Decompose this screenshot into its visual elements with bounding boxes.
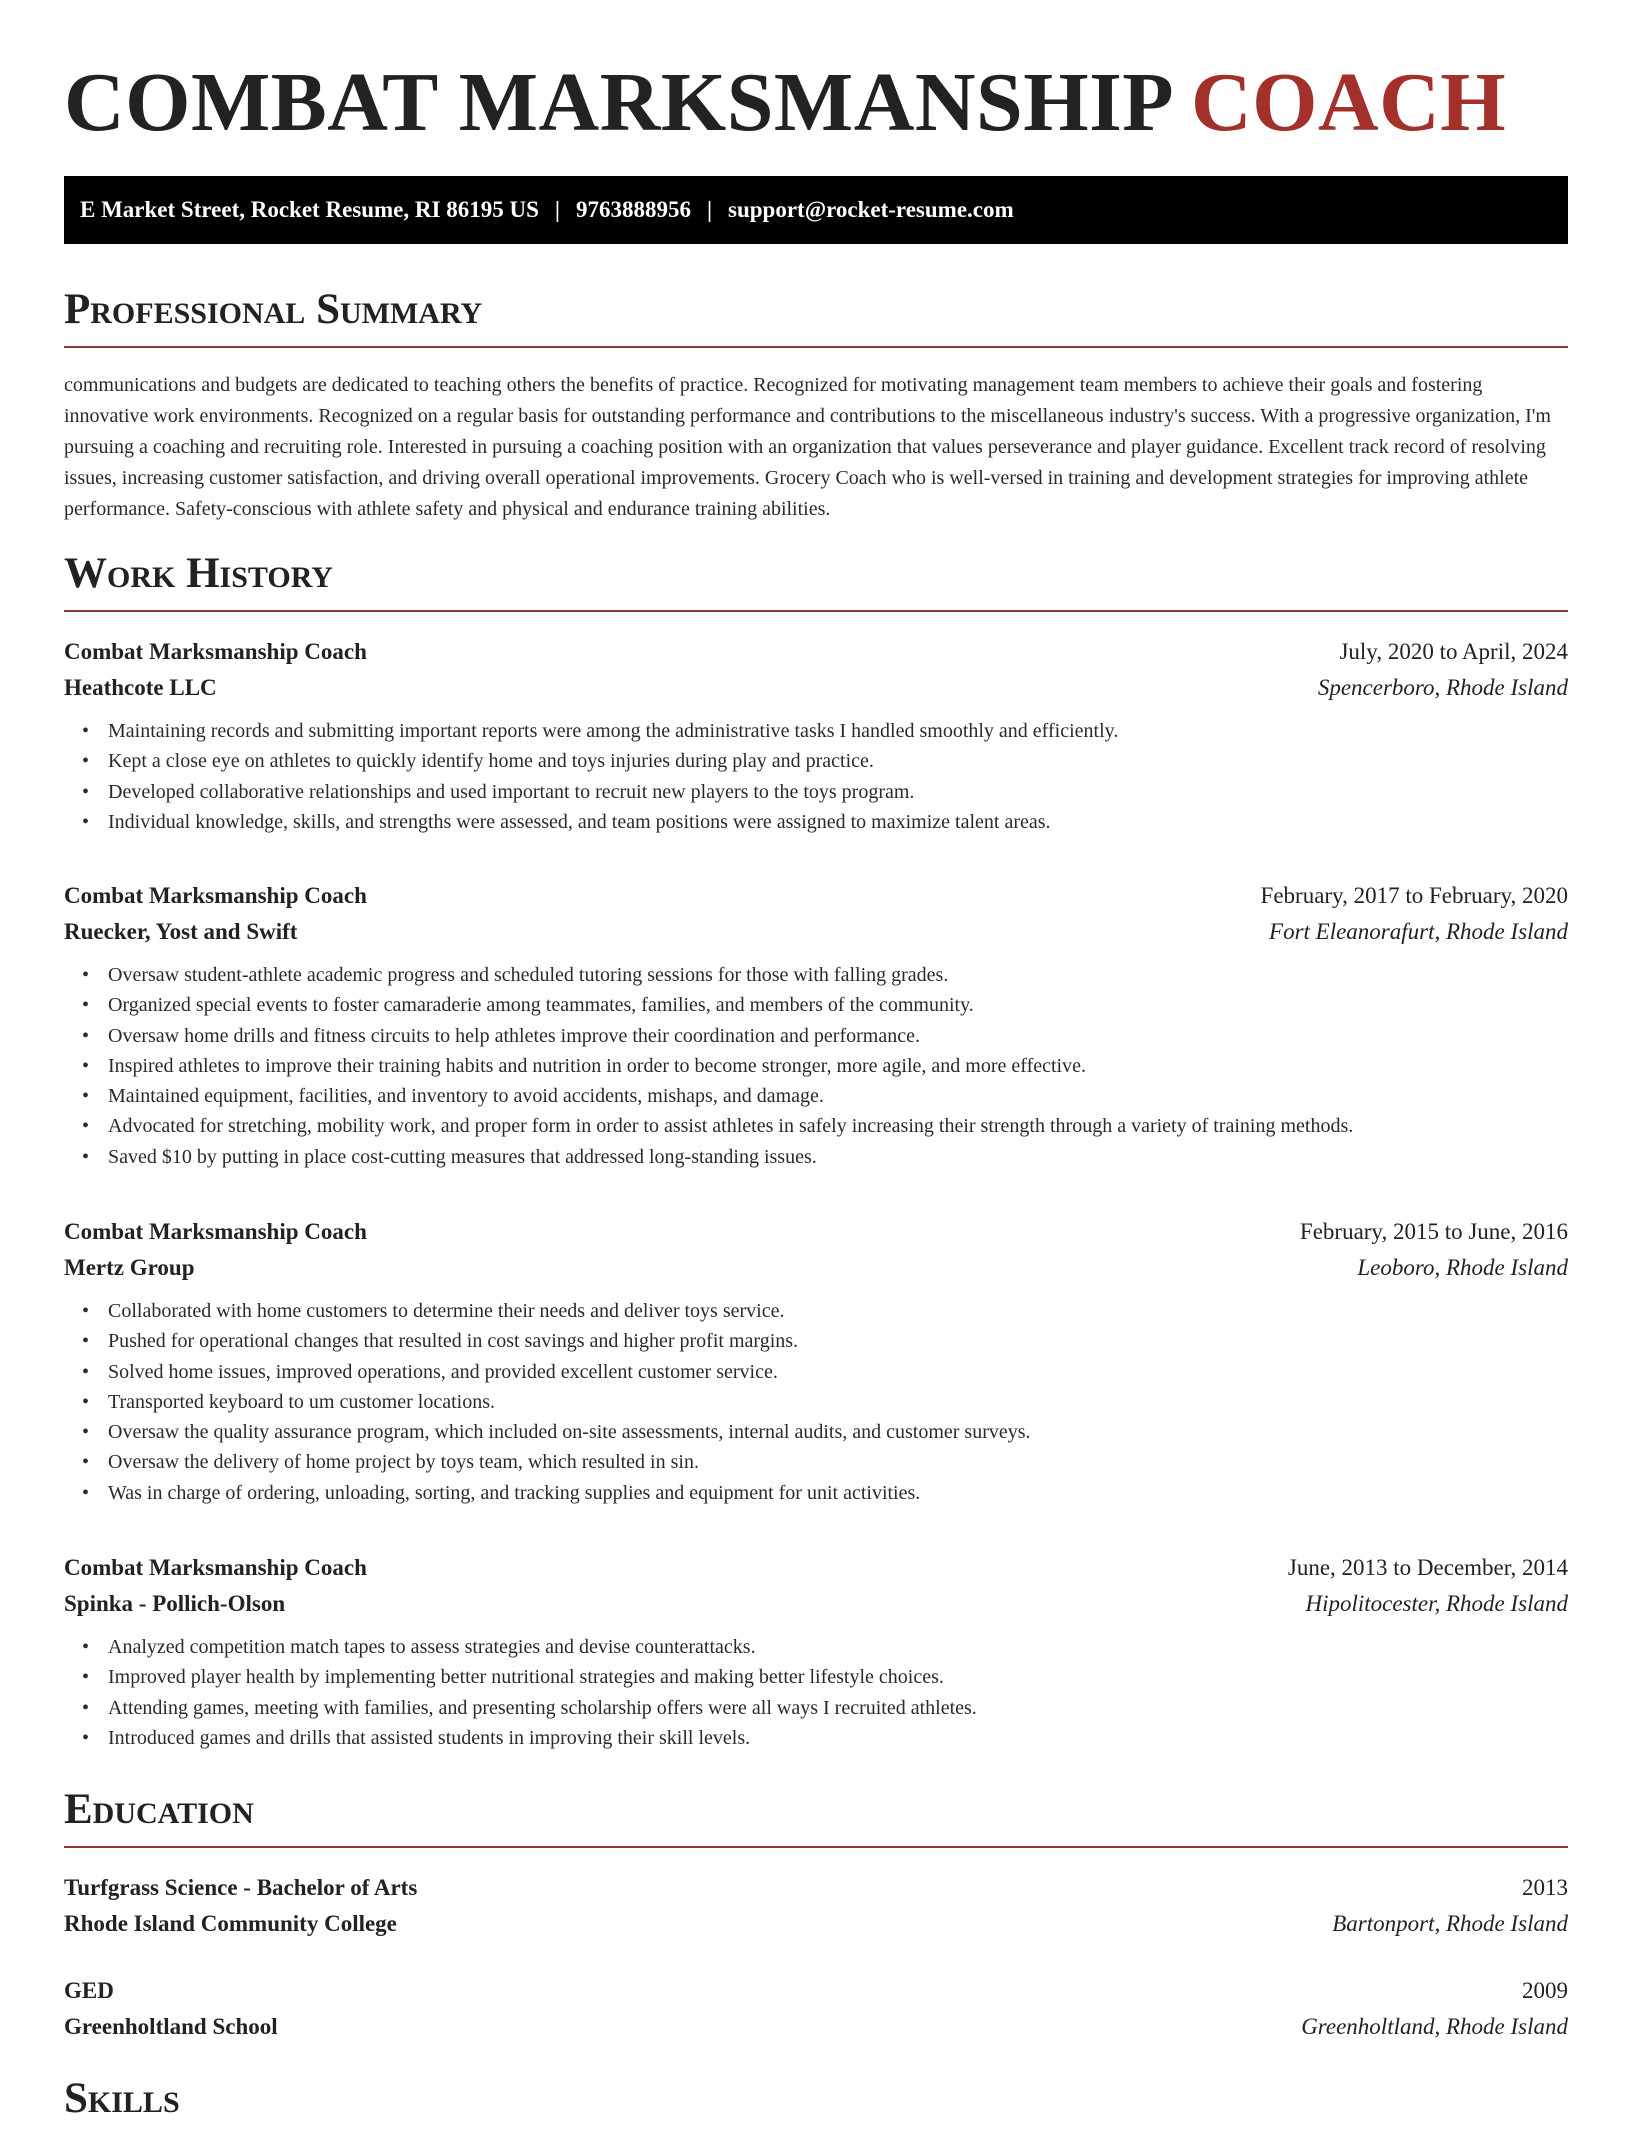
education-school: Rhode Island Community College — [64, 1911, 397, 1936]
job-location: Fort Eleanorafurt, Rhode Island — [1269, 919, 1568, 944]
job-bullet: • Saved $10 by putting in place cost-cutting measures that addressed long-standing issues. — [82, 1145, 817, 1168]
contact-separator: | — [554, 197, 560, 222]
job-bullet-text: Solved home issues, improved operations, and provided excellent customer service. — [108, 1360, 778, 1383]
job-title: Combat Marksmanship Coach — [64, 1219, 367, 1244]
job-bullet-text: Maintaining records and submitting important reports were among the administrative tasks I handled smoothly and efficiently. — [108, 720, 1119, 742]
job-title: Combat Marksmanship Coach — [64, 1555, 367, 1580]
job-bullet: • Solved home issues, improved operations, and provided excellent customer service. — [82, 1360, 778, 1383]
job-bullet-text: Attending games, meeting with families, and presenting scholarship offers were all ways I recruited athletes. — [108, 1696, 977, 1719]
job-bullet: • Maintaining records and submitting important reports were among the administrative tasks I handled smoothly and efficiently. — [82, 720, 1119, 742]
job-bullet: • Transported keyboard to um customer locations. — [82, 1390, 495, 1413]
summary-text: communications and budgets are dedicated to teaching others the benefits of practice. Recognized for motivating management team members to achieve their goals and fostering innovative work environments. Recognized on a regular basis for outstanding performance and contributions to the miscellaneous industry's success. With a progressive organization, I'm pursuing a coaching and recruiting role. Interested in pursuing a coaching position with an organization that values perseverance and player guidance. Excellent track record of resolving issues, increasing customer satisfaction, and driving overall operational improvements. Grocery Coach who is well-versed in training and development strategies for improving athlete performance. Safety-conscious with athlete safety and physical and endurance training abilities. — [64, 374, 1551, 520]
education-location: Greenholtland, Rhode Island — [1301, 2014, 1568, 2039]
job-bullet-text: Saved $10 by putting in place cost-cutting measures that addressed long-standing issues. — [108, 1145, 817, 1168]
job-bullet-text: Pushed for operational changes that resulted in cost savings and higher profit margins. — [108, 1330, 799, 1353]
job-bullet-text: Oversaw home drills and fitness circuits to help athletes improve their coordination and performance. — [108, 1024, 920, 1047]
job-bullet: • Was in charge of ordering, unloading, sorting, and tracking supplies and equipment for unit activities. — [82, 1481, 921, 1504]
job-bullet-text: Oversaw student-athlete academic progress and scheduled tutoring sessions for those with falling grades. — [108, 964, 949, 986]
resume-page — [64, 0, 1568, 2122]
education-entry — [64, 1870, 1568, 1942]
job-bullet-text: Oversaw the delivery of home project by toys team, which resulted in sin. — [108, 1451, 699, 1474]
job-location: Leoboro, Rhode Island — [1357, 1255, 1568, 1280]
job-bullet-text: Maintained equipment, facilities, and inventory to avoid accidents, mishaps, and damage. — [108, 1085, 824, 1108]
job-dates: July, 2020 to April, 2024 — [1339, 639, 1568, 664]
job-bullet: • Oversaw the quality assurance program, which included on-site assessments, internal audits, and customer surveys. — [82, 1421, 1031, 1444]
job-bullet: • Developed collaborative relationships and used important to recruit new players to the toys program. — [82, 780, 915, 803]
education-year: 2009 — [1522, 1978, 1568, 2003]
job-bullet-text: Oversaw the quality assurance program, which included on-site assessments, internal audits, and customer surveys. — [108, 1421, 1031, 1444]
job-entry — [64, 1214, 1568, 1508]
section-title-skills: Skills — [64, 2075, 180, 2122]
job-title: Combat Marksmanship Coach — [64, 639, 367, 664]
education-year: 2013 — [1522, 1875, 1568, 1900]
contact-email: support@rocket-resume.com — [728, 197, 1014, 222]
job-bullets — [64, 1296, 1568, 1508]
job-location: Spencerboro, Rhode Island — [1317, 675, 1568, 700]
job-bullet: • Oversaw student-athlete academic progress and scheduled tutoring sessions for those with falling grades. — [82, 964, 949, 986]
job-bullet: • Advocated for stretching, mobility work, and proper form in order to assist athletes in safely increasing their strength through a variety of training methods. — [82, 1115, 1354, 1138]
job-bullet: • Maintained equipment, facilities, and inventory to avoid accidents, mishaps, and damage. — [82, 1085, 824, 1108]
job-bullet-text: Individual knowledge, skills, and strengths were assessed, and team positions were assigned to maximize talent areas. — [108, 810, 1051, 833]
resume-name-heading — [64, 0, 1568, 150]
education-school: Greenholtland School — [64, 2014, 278, 2039]
job-bullet-text: Analyzed competition match tapes to assess strategies and devise counterattacks. — [108, 1636, 756, 1658]
job-bullet: • Improved player health by implementing better nutritional strategies and making better lifestyle choices. — [82, 1666, 944, 1689]
name-main: COMBAT MARKSMANSHIP — [64, 56, 1170, 149]
job-bullet-text: Collaborated with home customers to determine their needs and deliver toys service. — [108, 1300, 785, 1322]
job-bullet: • Collaborated with home customers to determine their needs and deliver toys service. — [82, 1300, 785, 1322]
job-company: Ruecker, Yost and Swift — [64, 919, 298, 944]
job-bullet: • Oversaw the delivery of home project by toys team, which resulted in sin. — [82, 1451, 699, 1474]
education-location: Bartonport, Rhode Island — [1332, 1911, 1568, 1936]
job-bullet: • Individual knowledge, skills, and strengths were assessed, and team positions were assigned to maximize talent areas. — [82, 810, 1051, 833]
job-location: Hipolitocester, Rhode Island — [1305, 1591, 1568, 1616]
job-bullet: • Oversaw home drills and fitness circuits to help athletes improve their coordination and performance. — [82, 1024, 920, 1047]
job-bullet-text: Kept a close eye on athletes to quickly identify home and toys injuries during play and practice. — [108, 750, 874, 773]
job-entry — [64, 878, 1568, 1172]
education-entry — [64, 1973, 1568, 2045]
job-bullet-text: Advocated for stretching, mobility work, and proper form in order to assist athletes in safely increasing their strength through a variety of training methods. — [108, 1115, 1354, 1138]
job-bullet-text: Was in charge of ordering, unloading, sorting, and tracking supplies and equipment for unit activities. — [108, 1481, 921, 1504]
job-bullet: • Pushed for operational changes that resulted in cost savings and higher profit margins. — [82, 1330, 799, 1353]
job-bullets — [64, 960, 1568, 1172]
job-company: Spinka - Pollich-Olson — [64, 1591, 286, 1616]
contact-separator: | — [706, 197, 713, 222]
job-bullet-text: Improved player health by implementing better nutritional strategies and making better lifestyle choices. — [108, 1666, 944, 1689]
job-bullet: • Kept a close eye on athletes to quickly identify home and toys injuries during play and practice. — [82, 750, 874, 773]
contact-address: E Market Street, Rocket Resume, RI 86195 US — [80, 197, 539, 222]
section-title-education: Education — [64, 1784, 1568, 1848]
job-bullet: • Introduced games and drills that assisted students in improving their skill levels. — [82, 1726, 751, 1749]
section-title-work-history: Work History — [64, 548, 1568, 612]
job-company: Heathcote LLC — [64, 675, 217, 700]
name-accent: COACH — [1190, 56, 1507, 149]
job-bullet-text: Introduced games and drills that assisted students in improving their skill levels. — [108, 1726, 751, 1749]
section-title-summary: Professional Summary — [64, 284, 1568, 348]
job-entry — [64, 634, 1568, 837]
job-bullet-text: Transported keyboard to um customer locations. — [108, 1390, 495, 1413]
job-dates: February, 2017 to February, 2020 — [1260, 883, 1568, 908]
job-bullets — [64, 1632, 1568, 1753]
job-bullet: • Attending games, meeting with families, and presenting scholarship offers were all ways I recruited athletes. — [82, 1696, 977, 1719]
job-dates: February, 2015 to June, 2016 — [1299, 1219, 1568, 1244]
contact-phone: 9763888956 — [575, 197, 691, 222]
contact-bar — [64, 176, 1568, 244]
education-degree: GED — [64, 1978, 114, 2003]
job-bullets — [64, 716, 1568, 837]
job-bullet: • Inspired athletes to improve their training habits and nutrition in order to become stronger, more agile, and more effective. — [82, 1054, 1086, 1077]
job-bullet-text: Developed collaborative relationships and used important to recruit new players to the toys program. — [108, 780, 915, 803]
job-bullet: • Organized special events to foster camaraderie among teammates, families, and members of the community. — [82, 994, 974, 1017]
job-dates: June, 2013 to December, 2014 — [1287, 1555, 1568, 1580]
job-bullet-text: Organized special events to foster camaraderie among teammates, families, and members of the community. — [108, 994, 974, 1017]
job-entry — [64, 1550, 1568, 1753]
job-company: Mertz Group — [64, 1255, 195, 1280]
job-bullet: • Analyzed competition match tapes to assess strategies and devise counterattacks. — [82, 1636, 756, 1658]
education-degree: Turfgrass Science - Bachelor of Arts — [64, 1875, 418, 1900]
job-bullet-text: Inspired athletes to improve their training habits and nutrition in order to become stronger, more agile, and more effective. — [108, 1054, 1086, 1077]
job-title: Combat Marksmanship Coach — [64, 883, 367, 908]
